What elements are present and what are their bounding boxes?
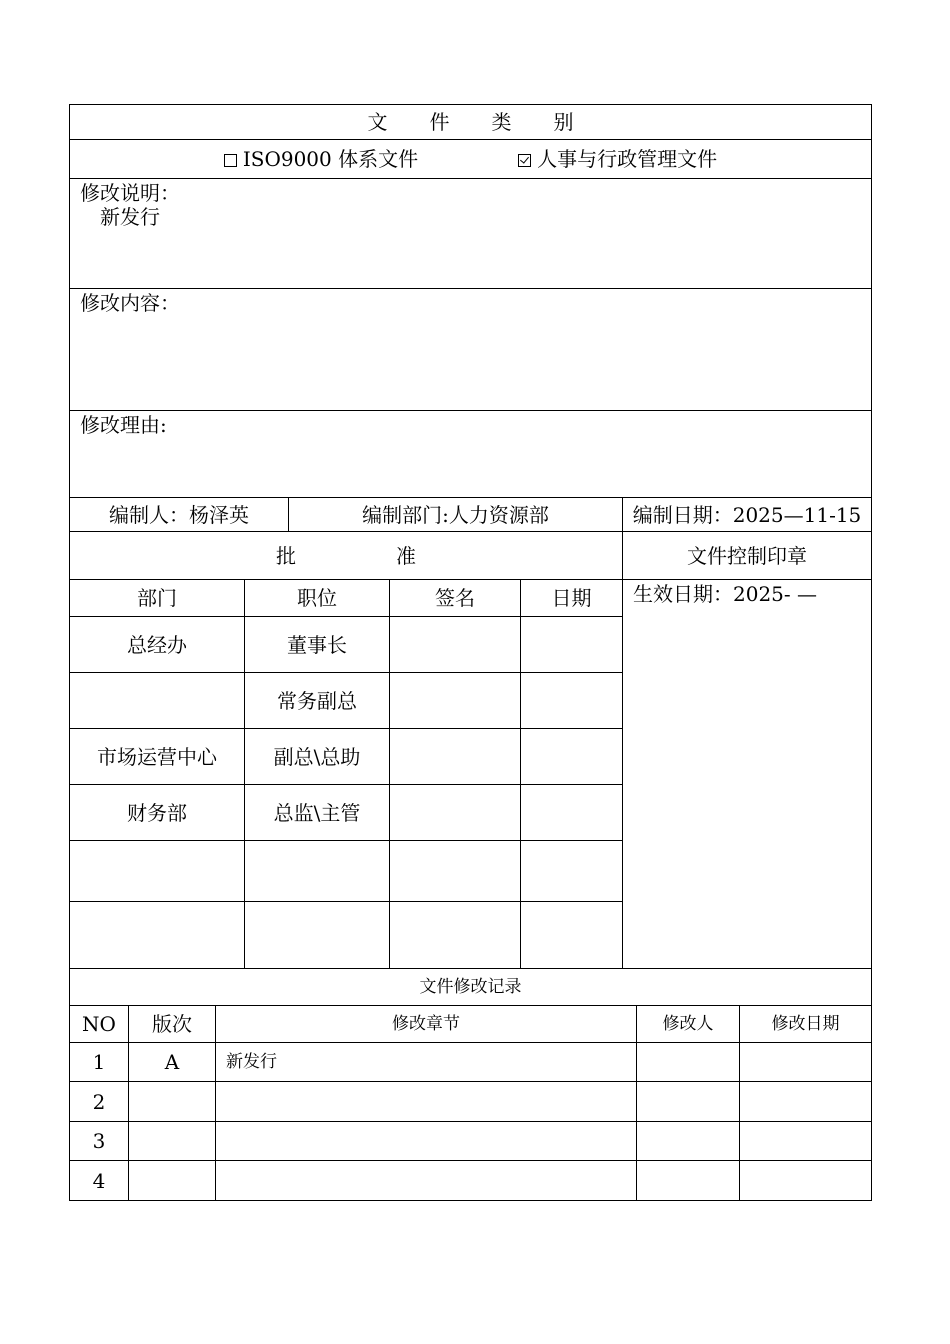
file-category-title bbox=[70, 105, 872, 140]
record-no: 1 bbox=[70, 1043, 129, 1082]
record-date[interactable] bbox=[740, 1043, 872, 1082]
revision-record-row bbox=[70, 1161, 872, 1201]
record-date[interactable] bbox=[740, 1122, 872, 1161]
approval-department: 总经办 bbox=[70, 617, 245, 673]
approval-position: 常务副总 bbox=[245, 673, 390, 729]
approval-date[interactable] bbox=[521, 729, 623, 785]
approval-row bbox=[70, 673, 623, 729]
record-no: 2 bbox=[70, 1082, 129, 1122]
header-section: 修改章节 bbox=[216, 1006, 637, 1043]
option-label: 人事与行政管理文件 bbox=[537, 147, 718, 171]
record-modifier[interactable] bbox=[637, 1161, 740, 1201]
revision-record-row bbox=[70, 1082, 872, 1122]
approval-department bbox=[70, 841, 245, 902]
header-no: NO bbox=[70, 1006, 129, 1043]
approval-signature[interactable] bbox=[390, 841, 521, 902]
record-section: 新发行 bbox=[216, 1043, 637, 1082]
approval-row bbox=[70, 729, 623, 785]
category-char: 文 bbox=[367, 110, 388, 134]
record-section[interactable] bbox=[216, 1161, 637, 1201]
approval-title bbox=[70, 532, 623, 580]
approval-signature[interactable] bbox=[390, 785, 521, 841]
approval-position bbox=[245, 841, 390, 902]
approval-row bbox=[70, 785, 623, 841]
header-modify-date: 修改日期 bbox=[740, 1006, 872, 1043]
stamp-title: 文件控制印章 bbox=[623, 532, 872, 580]
category-char: 件 bbox=[429, 110, 450, 134]
record-section[interactable] bbox=[216, 1082, 637, 1122]
revision-content-label: 修改内容： bbox=[80, 291, 180, 315]
header-modifier: 修改人 bbox=[637, 1006, 740, 1043]
record-no: 3 bbox=[70, 1122, 129, 1161]
approval-signature[interactable] bbox=[390, 902, 521, 969]
record-version[interactable] bbox=[129, 1161, 216, 1201]
record-version[interactable] bbox=[129, 1082, 216, 1122]
revision-record-header-row bbox=[70, 1006, 872, 1043]
revision-note-value: 新发行 bbox=[100, 205, 160, 229]
unchecked-box-icon[interactable] bbox=[224, 154, 237, 167]
approval-date[interactable] bbox=[521, 617, 623, 673]
record-modifier[interactable] bbox=[637, 1043, 740, 1082]
approval-row bbox=[70, 902, 623, 969]
approval-section bbox=[70, 532, 872, 969]
approval-date[interactable] bbox=[521, 841, 623, 902]
header-department: 部门 bbox=[70, 580, 245, 617]
document-form bbox=[69, 104, 872, 1201]
revision-reason-section bbox=[70, 411, 872, 498]
option-label: ISO9000 体系文件 bbox=[242, 147, 419, 171]
author-cell: 编制人：杨泽英 bbox=[70, 498, 289, 532]
approval-signature[interactable] bbox=[390, 617, 521, 673]
effective-date: 生效日期：2025- — bbox=[633, 582, 818, 606]
approval-row bbox=[70, 617, 623, 673]
header-date: 日期 bbox=[521, 580, 623, 617]
approval-position: 副总\总助 bbox=[245, 729, 390, 785]
record-section[interactable] bbox=[216, 1122, 637, 1161]
approval-title-char: 准 bbox=[396, 543, 416, 568]
approval-department: 市场运营中心 bbox=[70, 729, 245, 785]
approval-row bbox=[70, 841, 623, 902]
revision-note-label: 修改说明： bbox=[80, 181, 180, 205]
approval-department: 财务部 bbox=[70, 785, 245, 841]
record-date[interactable] bbox=[740, 1082, 872, 1122]
revision-note-section bbox=[70, 179, 872, 289]
category-char: 类 bbox=[491, 110, 512, 134]
department-cell: 编制部门:人力资源部 bbox=[289, 498, 623, 532]
category-char: 别 bbox=[553, 110, 574, 134]
record-date[interactable] bbox=[740, 1161, 872, 1201]
revision-reason-label: 修改理由: bbox=[80, 413, 167, 437]
category-options bbox=[70, 140, 872, 179]
revision-content-section bbox=[70, 289, 872, 411]
approval-signature[interactable] bbox=[390, 729, 521, 785]
approval-date[interactable] bbox=[521, 902, 623, 969]
revision-record-row bbox=[70, 1122, 872, 1161]
approval-signature[interactable] bbox=[390, 673, 521, 729]
record-version[interactable] bbox=[129, 1122, 216, 1161]
header-position: 职位 bbox=[245, 580, 390, 617]
stamp-area bbox=[623, 580, 872, 969]
option-iso9000[interactable] bbox=[224, 147, 418, 171]
approval-header-row bbox=[70, 580, 623, 617]
checked-box-icon[interactable] bbox=[518, 154, 531, 167]
revision-record-title: 文件修改记录 bbox=[70, 969, 872, 1006]
approval-position bbox=[245, 902, 390, 969]
record-modifier[interactable] bbox=[637, 1122, 740, 1161]
compile-date-cell: 编制日期：2025—11-15 bbox=[623, 498, 872, 532]
record-version: A bbox=[129, 1043, 216, 1082]
record-modifier[interactable] bbox=[637, 1082, 740, 1122]
header-version: 版次 bbox=[129, 1006, 216, 1043]
approval-date[interactable] bbox=[521, 673, 623, 729]
revision-record-row bbox=[70, 1043, 872, 1082]
approval-position: 董事长 bbox=[245, 617, 390, 673]
approval-department bbox=[70, 902, 245, 969]
header-signature: 签名 bbox=[390, 580, 521, 617]
approval-date[interactable] bbox=[521, 785, 623, 841]
approval-department bbox=[70, 673, 245, 729]
option-hr-admin[interactable] bbox=[518, 147, 717, 171]
approval-position: 总监\主管 bbox=[245, 785, 390, 841]
record-no: 4 bbox=[70, 1161, 129, 1201]
approval-title-char: 批 bbox=[276, 543, 296, 568]
